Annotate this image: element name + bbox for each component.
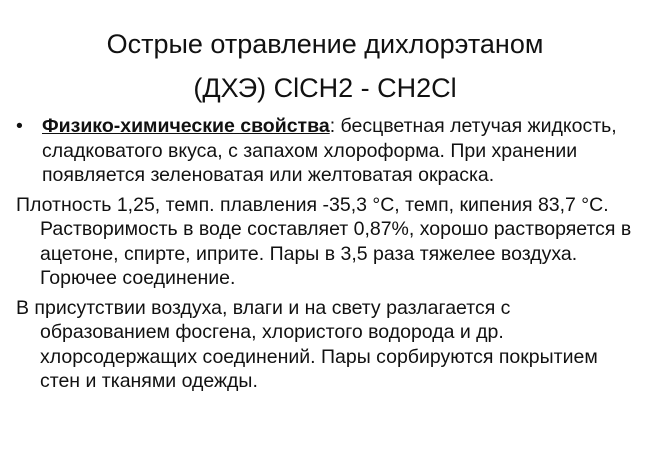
bullet-icon: • bbox=[16, 115, 23, 137]
title-line-2: (ДХЭ) ClCH2 - CH2Cl bbox=[193, 73, 457, 103]
properties-text: : бесцветная летучая жидкость, сладковатого вкуса, с запахом хлороформа. При хранении появляется зеленоватая или желтоватая окраска. bbox=[42, 115, 617, 186]
paragraph-decomposition: В присутствии воздуха, влаги и на свету разлагается с образованием фосгена, хлористого водорода и др. хлорсодержащих соединений. Пары сорбируются покрытием стен и тканями одежды. bbox=[16, 296, 598, 392]
title-line-1: Острые отравление дихлорэтаном bbox=[106, 29, 544, 59]
properties-term: Физико-химические свойства bbox=[42, 115, 330, 137]
slide-body bbox=[16, 114, 638, 399]
paragraph-physical-data: Плотность 1,25, темп. плавления -35,3 °С, темп, кипения 83,7 °С. Растворимость в воде составляет 0,87%, хорошо растворяется в ацетоне, спирте, иприте. Пары в 3,5 раза тяжелее воздуха. Горючее соединение. bbox=[16, 193, 632, 289]
paragraph-properties bbox=[16, 114, 638, 188]
slide-title bbox=[0, 22, 650, 110]
